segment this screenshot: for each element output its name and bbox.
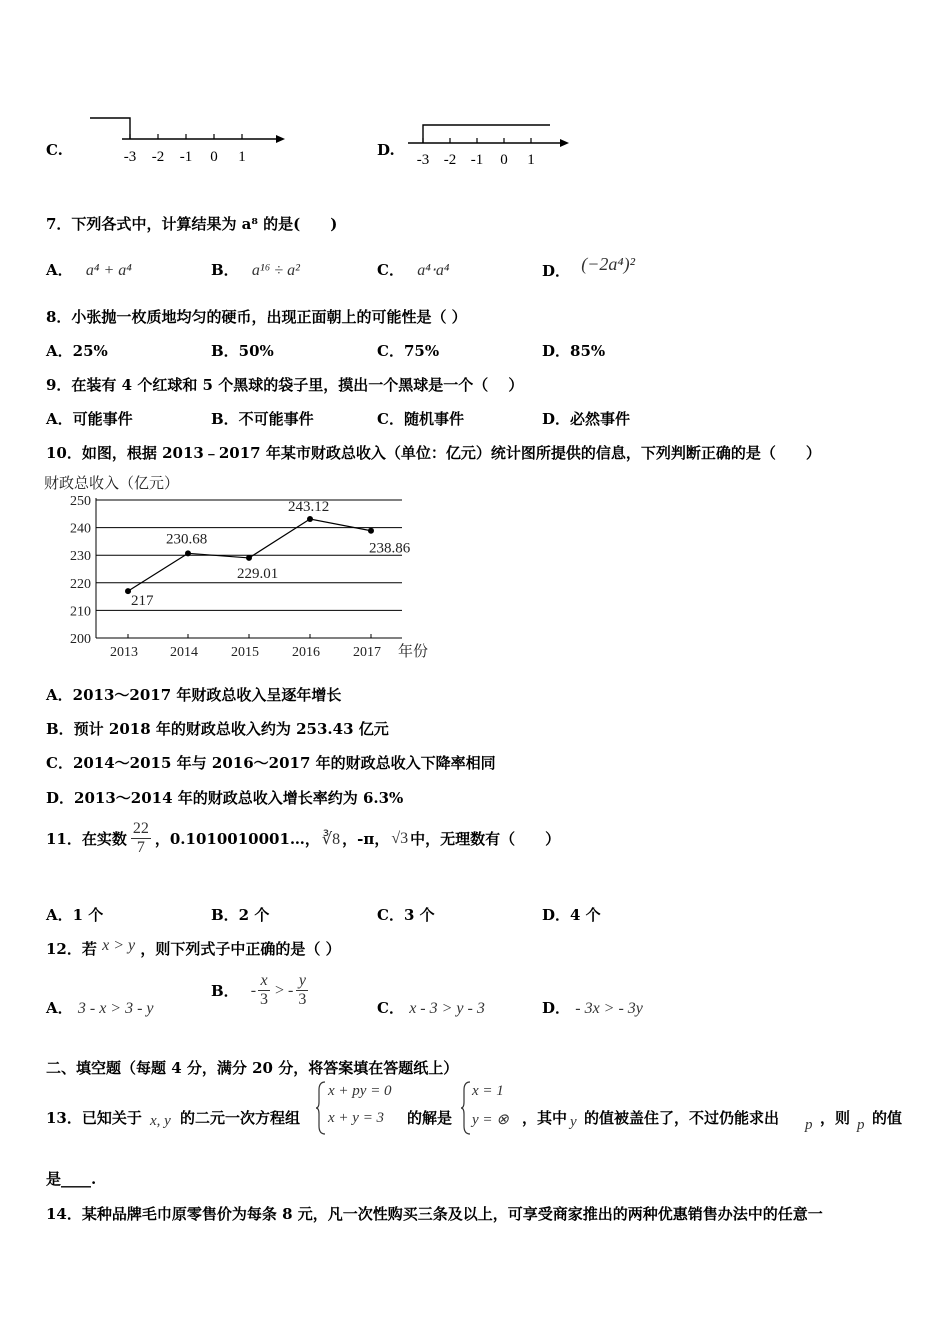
q12-d-label: D． [542,999,571,1017]
q11-option-b: B．2 个 [211,906,270,924]
q11-suffix: 中，无理数有（ ） [410,830,561,848]
q12-b-num1: x [258,972,270,991]
q13-var-y: y [570,1114,577,1130]
q13-prefix: 13．已知关于 [46,1109,142,1127]
chart-y-tick-label: 230 [70,549,91,565]
chart-x-tick-label: 2013 [110,645,138,660]
q11-fraction [131,820,151,857]
q13-mid1: 的二元一次方程组 [180,1109,301,1127]
q13-solution-brace [460,1080,472,1136]
q13-sol2: y = ⊗ [472,1112,509,1128]
q13-var-p: p [805,1117,813,1133]
chart-data-point [307,516,313,522]
q13-suffix: 的值 [872,1109,903,1127]
q12-stem [46,938,341,959]
q7-option-d [542,254,636,280]
q12-option-b [211,972,308,1009]
q6d-tick: -1 [470,152,484,168]
q9-option-c: C．随机事件 [377,410,464,428]
q12-b-den1: 3 [260,991,269,1008]
chart-data-label: 229.01 [237,565,279,582]
q12-b-frac2 [296,972,308,1009]
q13-system-brace [315,1080,327,1136]
q6c-tick: -2 [151,149,165,165]
q12-b-den2: 3 [298,991,307,1008]
q7-d-label: D． [542,262,571,280]
q6d-tick: -2 [443,152,457,168]
q11-frac-den: 7 [136,839,145,856]
q11-stem [46,820,560,857]
chart-x-tick-label: 2017 [353,645,381,660]
q12-b-minus: - [250,981,257,999]
q11-sqrt: √3 [391,829,409,847]
q6c-tick: -3 [123,149,137,165]
revenue-line-chart [40,466,450,666]
q11-prefix: 11．在实数 [46,830,127,848]
q7-option-c [377,259,449,280]
q12-b-num2: y [296,972,308,991]
q13-mid4: 的值被盖住了，不过仍能求出 [584,1109,780,1127]
q8-option-a: A．25% [46,342,108,360]
q6c-tick: 0 [210,149,218,165]
section-heading: 二、填空题（每题 4 分，满分 20 分，将答案填在答题纸上） [46,1059,459,1077]
chart-data-label: 238.86 [369,540,411,557]
q11-mid: ，0.1010010001…， [154,830,320,848]
q8-option-d: D．85% [542,342,606,360]
chart-y-tick-label: 210 [70,604,91,620]
q8-stem: 8．小张抛一枚质地均匀的硬币，出现正面朝上的可能性是（ ） [46,308,467,326]
chart-x-tick-label: 2015 [231,645,259,660]
q8-option-c: C．75% [377,342,440,360]
q9-stem: 9．在装有 4 个红球和 5 个黑球的袋子里，摸出一个黑球是一个（ ） [46,376,524,394]
q9-option-b: B．不可能事件 [211,410,314,428]
q10-stem: 10．如图，根据 2013﹣2017 年某市财政总收入（单位：亿元）统计图所提供的信息，下列判断正确的是（ ） [46,444,821,462]
q6-option-d-numberline [400,115,575,170]
q12-b-label: B． [211,982,239,1000]
q7-c-expr: a⁴⋅a⁴ [417,262,450,279]
q12-b-frac1 [258,972,270,1009]
q6c-tick: 1 [238,149,246,165]
q12-option-a [46,997,154,1018]
q12-c-label: C． [377,999,404,1017]
chart-data-label: 217 [131,593,154,610]
q12-cond: x > y [102,937,136,954]
q12-c-expr: x - 3 > y - 3 [409,1000,485,1017]
q7-stem: 7．下列各式中，计算结果为 a⁸ 的是( ) [46,215,338,233]
chart-y-tick-label: 240 [70,521,91,537]
q12-option-c [377,997,485,1018]
q6-option-c-numberline [80,110,295,170]
q11-mid2: ，-π， [342,830,390,848]
chart-data-point [368,528,374,534]
q10-option-a: A．2013～2017 年财政总收入呈逐年增长 [46,686,342,704]
q12-suffix: ，则下列式子中正确的是（ ） [140,940,341,958]
q7-option-b [211,259,300,280]
q13-answer-line: 是____. [46,1170,97,1188]
q9-option-d: D．必然事件 [542,410,631,428]
q13-eq2: x + y = 3 [328,1110,385,1126]
q6-option-d-label: D. [377,141,395,159]
q13-mid3: ，其中 [522,1109,568,1127]
q10-option-b: B．预计 2018 年的财政总收入约为 253.43 亿元 [46,720,389,738]
q11-option-d: D．4 个 [542,906,601,924]
q12-option-d [542,997,643,1018]
chart-xlabel: 年份 [398,642,429,660]
chart-data-label: 230.68 [166,531,208,548]
q7-b-expr: a¹⁶ ÷ a² [251,262,300,279]
q13-eq1: x + py = 0 [328,1083,392,1099]
q6c-tick: -1 [179,149,193,165]
q13-var-p2: p [857,1117,865,1133]
q11-option-c: C．3 个 [377,906,435,924]
q12-d-expr: - 3x > - 3y [575,1000,643,1017]
q9-option-a: A．可能事件 [46,410,133,428]
q12-prefix: 12．若 [46,940,97,958]
chart-y-tick-label: 250 [70,494,91,509]
q10-option-d: D．2013～2014 年的财政总收入增长率约为 6.3% [46,789,404,807]
q13-vars: x, y [150,1113,171,1129]
q13-mid2: 的解是 [407,1109,453,1127]
q7-a-label: A． [46,261,73,279]
q13-sol1: x = 1 [472,1083,504,1099]
q6d-tick: -3 [416,152,430,168]
q6-option-c-label: C. [46,141,63,159]
q12-a-label: A． [46,999,73,1017]
q10-option-c: C．2014～2015 年与 2016～2017 年的财政总收入下降率相同 [46,754,496,772]
chart-y-tick-label: 200 [70,632,91,647]
q12-b-mid: > - [275,981,294,999]
q13-mid5: ，则 [820,1109,851,1127]
chart-x-tick-label: 2016 [292,645,320,660]
q6d-tick: 1 [527,152,535,168]
q14-stem: 14．某种品牌毛巾原零售价为每条 8 元，凡一次性购买三条及以上，可享受商家推出的两种优惠销售办法中的任意一 [46,1205,823,1223]
q7-d-expr: (−2a⁴)² [581,254,636,274]
chart-data-label: 243.12 [288,498,330,515]
q7-a-expr: a⁴ + a⁴ [85,262,132,279]
q11-frac-num: 22 [132,820,149,837]
q11-cbrt: ∛8 [321,830,341,848]
q6d-tick: 0 [500,152,508,168]
q7-option-a [46,259,132,280]
chart-y-tick-label: 220 [70,576,91,592]
q7-c-label: C． [377,261,404,279]
q8-option-b: B．50% [211,342,274,360]
q11-option-a: A．1 个 [46,906,104,924]
chart-data-point [185,550,191,556]
chart-data-point [246,555,252,561]
chart-x-tick-label: 2014 [170,645,198,660]
q7-b-label: B． [211,261,239,279]
chart-ylabel: 财政总收入（亿元） [44,474,180,492]
q12-a-expr: 3 - x > 3 - y [77,1000,154,1017]
